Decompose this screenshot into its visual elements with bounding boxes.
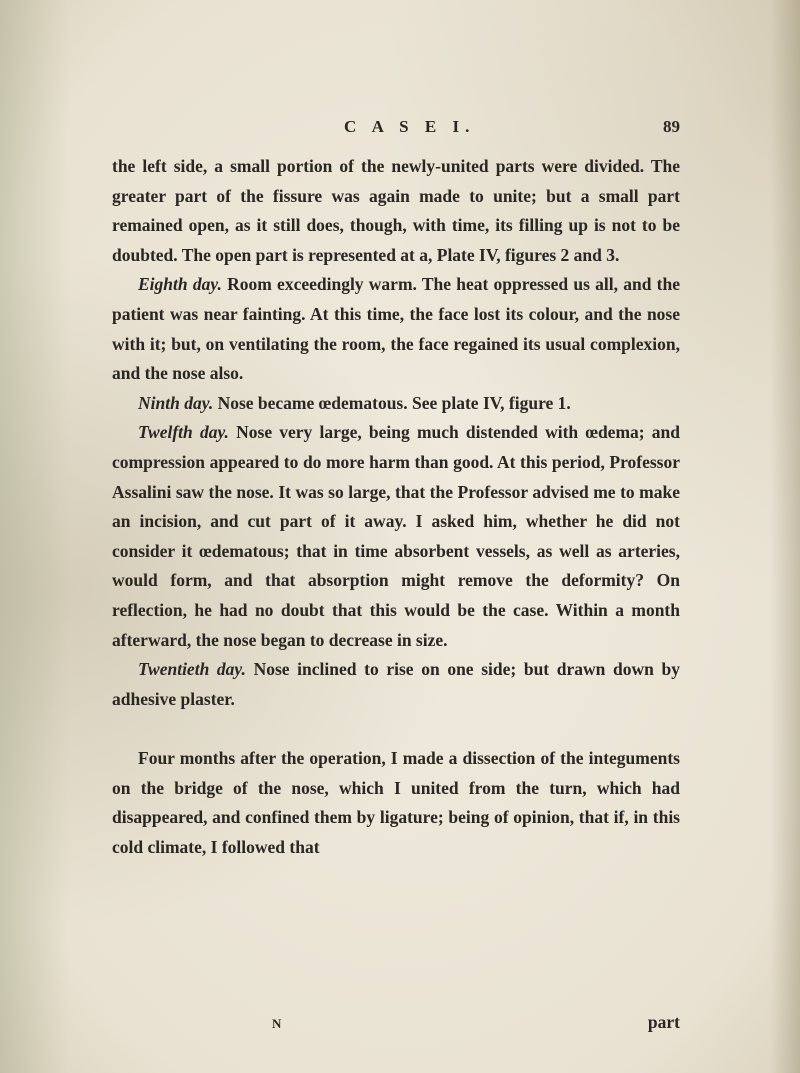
paragraph-twentieth-day <box>112 655 680 714</box>
paragraph-twelfth-day <box>112 418 680 655</box>
paragraph-gap <box>112 714 680 744</box>
paragraph-twentieth-day-text: Nose inclined to rise on one side; but drawn down by adhesive plaster. <box>112 659 680 709</box>
day-label-twelfth: Twelfth day. <box>138 422 229 443</box>
day-label-twentieth: Twentieth day. <box>138 659 246 680</box>
page-header <box>112 117 680 147</box>
page-edge-shadow-right <box>770 0 800 1073</box>
paragraph-1: the left side, a small portion of the newly-united parts were divided. The greater part of the fissure was again made to unite; but a small part remained open, as it still does, though, with time, its filling up is not to be doubted. The open part is represented at a, Plate IV, figures 2 and 3. <box>112 156 680 265</box>
running-title: C A S E I. <box>344 117 476 136</box>
paragraph-ninth-day-text: Nose became œdematous. See plate IV, figure 1. <box>217 392 571 413</box>
paragraph-eighth-day-text: Room exceedingly warm. The heat oppressed us all, and the patient was near fainting. At this time, the face lost its colour, and the nose with it; but, on ventilating the room, the face regained its usual complexion, and the nose also. <box>112 274 680 384</box>
paragraph-ninth-day <box>112 389 680 419</box>
body-text <box>112 152 680 863</box>
catchword: part <box>647 1012 680 1032</box>
signature-mark: N <box>272 1016 283 1031</box>
day-label-ninth: Ninth day. <box>138 392 214 413</box>
page-number: 89 <box>663 117 680 136</box>
paragraph-twelfth-day-text: Nose very large, being much distended with œdema; and compression appeared to do more harm than good. At this period, Professor Assalini saw the nose. It was so large, that the Professor advised me to make an incision, and cut part of it away. I asked him, whether he did not consider it œdematous; that in time absorbent vessels, as well as arteries, would form, and that absorption might remove the deformity? On reflection, he had no doubt that this would be the case. Within a month afterward, the nose began to decrease in size. <box>112 422 680 650</box>
paragraph-four-months: Four months after the operation, I made a dissection of the integuments on the bridge of the nose, which I united from the turn, which had disappeared, and confined them by ligature; being of opinion, that if, in this cold climate, I followed that <box>112 748 680 858</box>
paragraph-eighth-day <box>112 270 680 388</box>
page-footer <box>112 1012 680 1040</box>
page-edge-shadow-left <box>0 0 70 1073</box>
day-label-eighth: Eighth day. <box>138 274 222 295</box>
